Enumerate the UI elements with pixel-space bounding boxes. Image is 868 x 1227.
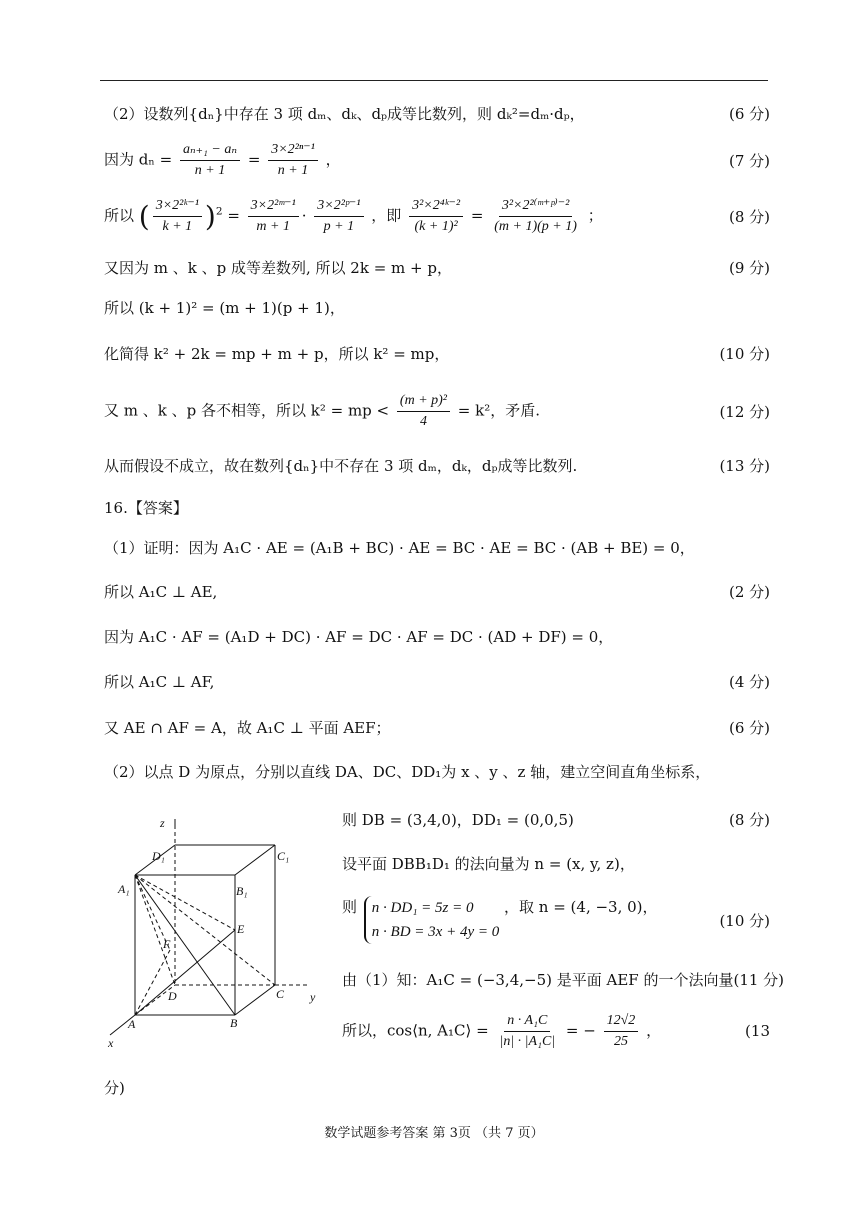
- solution-line: 所以，cos⟨n, A₁C⟩ = $\frac{\text{n · A₁C}}{\text{|n| · |A₁C|}}$ = − $\frac{12√2}{25}$ ， (13: [342, 1006, 770, 1056]
- score-label: (2 分): [728, 582, 770, 601]
- solution-line: [104, 294, 770, 320]
- solution-line: [104, 254, 770, 280]
- svg-text:F: F: [163, 937, 171, 951]
- svg-text:E: E: [237, 922, 245, 936]
- svg-text:z: z: [160, 816, 165, 830]
- score-label: (7 分): [728, 151, 770, 170]
- solution-text: 所以 A₁C ⊥ AE,: [104, 582, 218, 601]
- fraction: $\frac{\text{aₙ₊₁ − aₙ}}{n + 1}$: [180, 140, 240, 181]
- fraction: $\frac{\text{3²×2²⁽ᵐ⁺ᵖ⁾⁻²}}{(m + 1)(p + 1)}$: [494, 197, 577, 234]
- fraction: $\frac{\text{(m + p)²}}{4}$: [397, 391, 450, 432]
- score-label: (8 分): [728, 810, 770, 829]
- solution-text: （2）以点 D 为原点，分别以直线 DA、DC、DD₁为 x 、y 、z 轴，建立空间直角坐标系，: [104, 762, 711, 781]
- fraction: $\frac{\text{3×2²ᵏ⁻¹}}{k + 1}$: [153, 196, 202, 237]
- header-rule: [100, 80, 768, 81]
- solution-line: 因为 dₙ = $\frac{\text{aₙ₊₁ − aₙ}}{n + 1}$ = $\frac{\text{3×2²ⁿ⁻¹}}{n + 1}$ ， (7 分): [104, 138, 770, 182]
- prism-figure: [100, 815, 330, 1055]
- svg-text:C: C: [276, 987, 285, 1001]
- solution-line: 所以 ( $\frac{\text{3×2²ᵏ⁻¹}}{k + 1}$ )$^2$ = $\frac{\text{3×2²ᵐ⁻¹}}{m + 1}$ · $\frac{\text{3×2²ᵖ⁻¹}}{p + 1}$ ，即 $\frac{\text{3²×2⁴ᵏ⁻²}}{\text{(k + 1)²}}$ = $\frac{\text{3²×2²⁽ᵐ⁺ᵖ⁾⁻²}}{(m + 1)(p + 1)}$ ； (8 分): [104, 192, 770, 240]
- solution-text: 所以: [104, 206, 135, 224]
- equation-system: n · DD₁ = 5z = 0 n · BD = 3x + 4y = 0: [364, 896, 499, 944]
- fraction: $\frac{\text{3×2²ⁿ⁻¹}}{n + 1}$: [268, 140, 318, 181]
- solution-line: [104, 452, 770, 478]
- svg-text:x: x: [108, 1036, 114, 1050]
- solution-text: 从而假设不成立，故在数列{dₙ}中不存在 3 项 dₘ，dₖ，dₚ成等比数列.: [104, 456, 578, 475]
- fraction: $\frac{\text{3×2²ᵐ⁻¹}}{m + 1}$: [248, 196, 299, 237]
- solution-line: [104, 622, 770, 650]
- solution-text: 化简得 k² + 2k = mp + m + p，所以 k² = mp，: [104, 344, 450, 363]
- solution-text: （1）证明：因为 A₁C · AE = (A₁B + BC) · AE = BC · AE = BC · (AB + BE) = 0，: [104, 538, 695, 557]
- solution-text: 由（1）知：A₁C = (−3,4,−5) 是平面 AEF 的一个法向量(11 分): [342, 970, 785, 989]
- solution-line: [104, 578, 770, 604]
- solution-text: 分): [104, 1078, 125, 1097]
- svg-text:B₁: B₁: [236, 884, 248, 898]
- score-label: (4 分): [728, 672, 770, 691]
- svg-text:y: y: [310, 990, 316, 1004]
- solution-line: [342, 966, 785, 992]
- score-label: (9 分): [728, 258, 770, 277]
- fraction: $\frac{\text{n · A₁C}}{\text{|n| · |A₁C|}}$: [499, 1012, 556, 1049]
- fraction: $\frac{12√2}{25}$: [604, 1011, 639, 1052]
- solution-line: 则 n · DD₁ = 5z = 0 n · BD = 3x + 4y = 0 ，取 n = (4, −3, 0)， (10 分): [342, 894, 770, 946]
- score-label: (6 分): [728, 718, 770, 737]
- solution-line: [104, 758, 770, 784]
- solution-line: [104, 340, 770, 366]
- solution-line: [104, 1074, 770, 1100]
- solution-line: [342, 806, 770, 832]
- solution-text: 16.【答案】: [104, 498, 188, 517]
- score-label: (12 分): [719, 402, 770, 421]
- solution-text: 又因为 m 、k 、p 成等差数列, 所以 2k = m + p，: [104, 258, 452, 277]
- solution-line: [104, 714, 770, 740]
- score-label: (13 分): [719, 456, 770, 475]
- svg-text:B: B: [230, 1016, 238, 1030]
- svg-text:A: A: [128, 1017, 136, 1031]
- solution-text: 设平面 DBB₁D₁ 的法向量为 n = (x, y, z)，: [342, 854, 635, 873]
- page-footer: 数学试题参考答案 第 3页 （共 7 页）: [324, 1126, 544, 1141]
- solution-text: 则 DB = (3,4,0)，DD₁ = (0,0,5): [342, 810, 574, 829]
- score-label: (10 分): [719, 911, 770, 930]
- svg-text:A₁: A₁: [118, 882, 130, 896]
- fraction: $\frac{\text{3×2²ᵖ⁻¹}}{p + 1}$: [314, 196, 363, 237]
- score-label: (13: [745, 1022, 770, 1040]
- solution-text: 又 AE ∩ AF = A，故 A₁C ⊥ 平面 AEF；: [104, 718, 391, 737]
- solution-line: [342, 850, 770, 876]
- solution-text: 所以 A₁C ⊥ AF,: [104, 672, 215, 691]
- solution-text: 又 m 、k 、p 各不相等，所以 k² = mp <: [104, 401, 390, 419]
- svg-text:C₁: C₁: [277, 849, 290, 863]
- score-label: (6 分): [728, 104, 770, 123]
- answer-heading: [104, 494, 770, 520]
- svg-text:D₁: D₁: [152, 849, 165, 863]
- score-label: (10 分): [719, 344, 770, 363]
- svg-text:D: D: [168, 989, 177, 1003]
- fraction: $\frac{\text{3²×2⁴ᵏ⁻²}}{\text{(k + 1)²}}$: [409, 196, 463, 237]
- solution-line: [104, 533, 770, 561]
- solution-line: [104, 668, 770, 694]
- solution-text: （2）设数列{dₙ}中存在 3 项 dₘ、dₖ、dₚ成等比数列，则 dₖ²=dₘ·dₚ，: [104, 104, 585, 123]
- solution-text: 因为 dₙ =: [104, 150, 173, 168]
- solution-text: 所以 (k + 1)² = (m + 1)(p + 1)，: [104, 298, 345, 317]
- solution-text: 因为 A₁C · AF = (A₁D + DC) · AF = DC · AF = DC · (AD + DF) = 0，: [104, 627, 614, 646]
- score-label: (8 分): [728, 207, 770, 226]
- solution-line: [104, 100, 770, 126]
- solution-line: 又 m 、k 、p 各不相等，所以 k² = mp < $\frac{\text{(m + p)²}}{4}$ = k²，矛盾. (12 分): [104, 388, 770, 434]
